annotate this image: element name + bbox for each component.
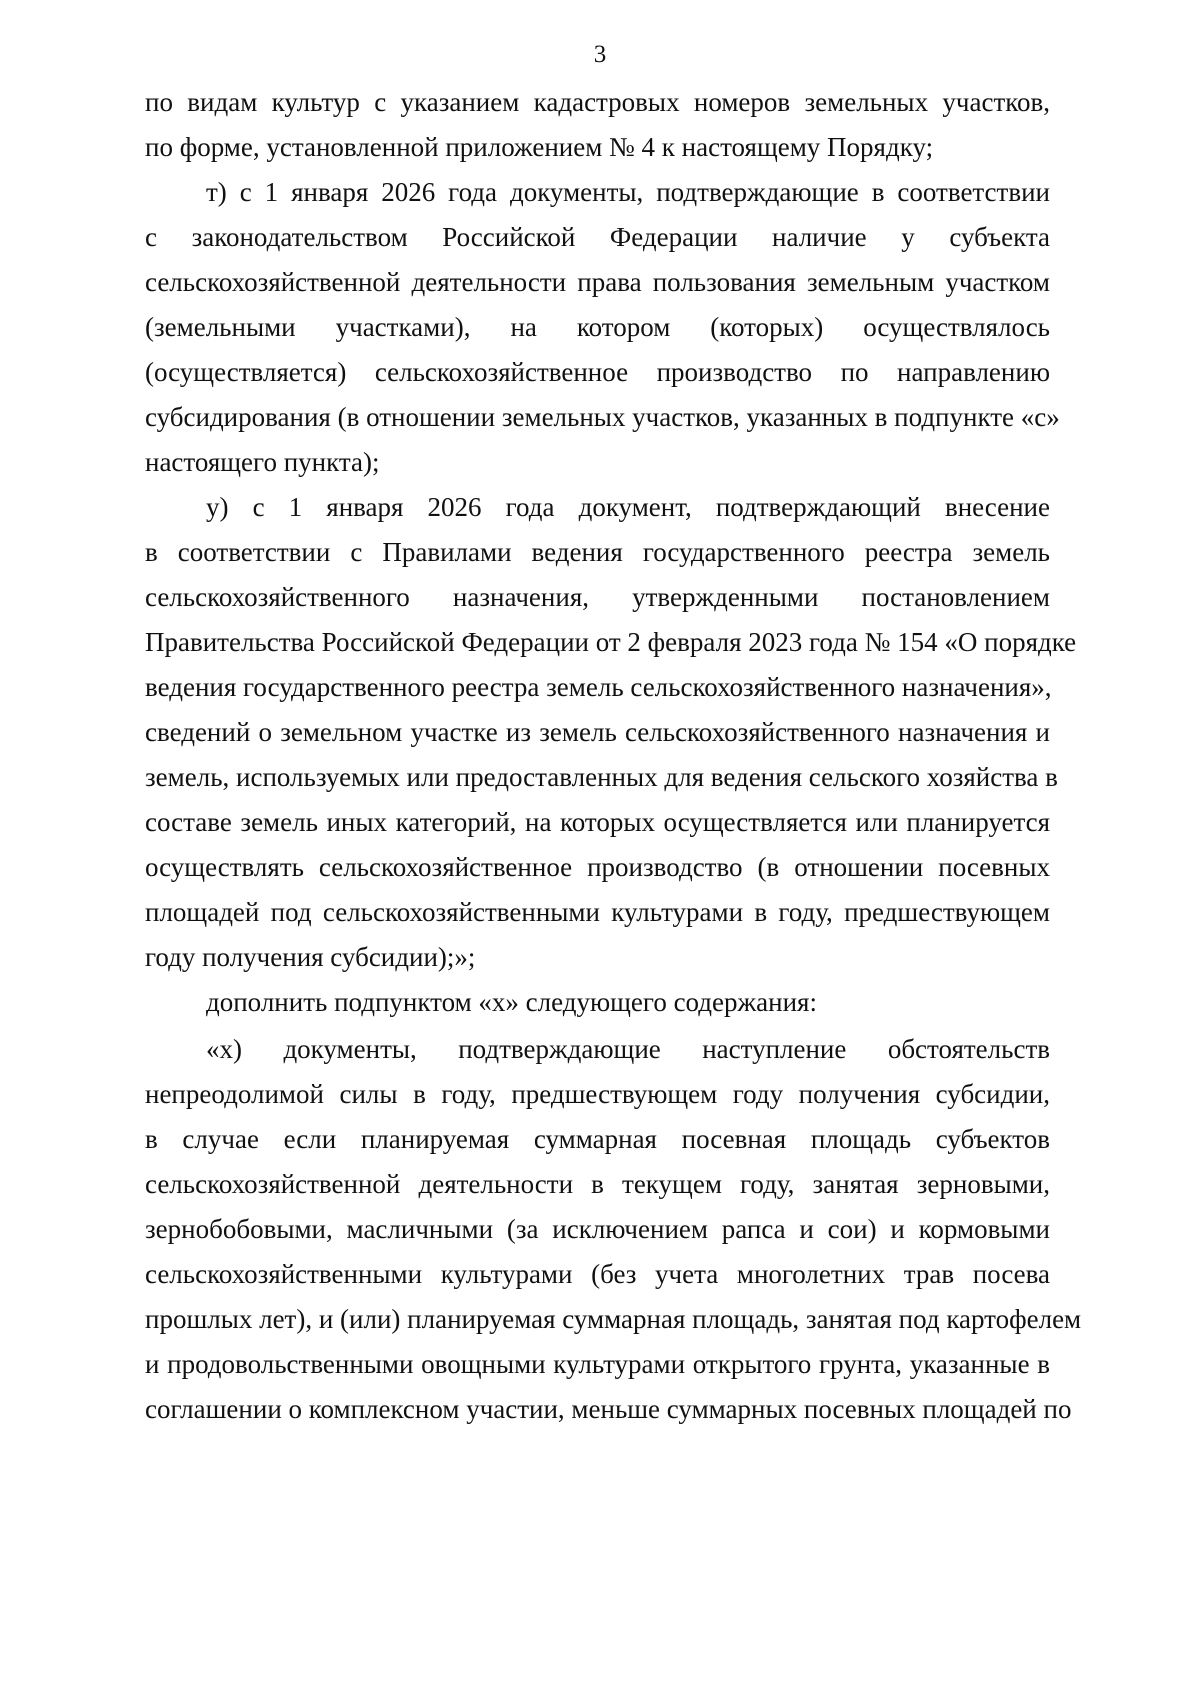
text-line: в случае если планируемая суммарная посевная площадь субъектов — [145, 1124, 1050, 1154]
text-line: зернобобовыми, масличными (за исключением рапса и сои) и кормовыми — [145, 1214, 1050, 1244]
text-line: дополнить подпунктом «х» следующего содержания: — [206, 987, 817, 1017]
text-line: сельскохозяйственной деятельности в текущем году, занятая зерновыми, — [145, 1169, 1050, 1199]
text-line: с законодательством Российской Федерации наличие у субъекта — [145, 222, 1050, 252]
text-line: (земельными участками), на котором (которых) осуществлялось — [145, 312, 1050, 342]
text-line: составе земель иных категорий, на которых осуществляется или планируется — [145, 807, 1050, 837]
text-line: и продовольственными овощными культурами открытого грунта, указанные в — [145, 1349, 1050, 1379]
text-line: у) с 1 января 2026 года документ, подтверждающий внесение — [206, 492, 1050, 522]
text-line: сельскохозяйственного назначения, утвержденными постановлением — [145, 582, 1050, 612]
text-line: настоящего пункта); — [145, 447, 380, 477]
text-line: площадей под сельскохозяйственными культурами в году, предшествующем — [145, 897, 1050, 927]
text-line: сельскохозяйственной деятельности права пользования земельным участком — [145, 267, 1050, 297]
text-line: земель, используемых или предоставленных для ведения сельского хозяйства в — [145, 762, 1058, 792]
page-number: 3 — [593, 41, 607, 68]
text-line: по видам культур с указанием кадастровых номеров земельных участков, — [145, 87, 1050, 117]
text-line: осуществлять сельскохозяйственное производство (в отношении посевных — [145, 852, 1050, 882]
text-line: непреодолимой силы в году, предшествующем году получения субсидии, — [145, 1079, 1050, 1109]
text-line: в соответствии с Правилами ведения государственного реестра земель — [145, 537, 1050, 567]
text-line: соглашении о комплексном участии, меньше суммарных посевных площадей по — [145, 1394, 1072, 1424]
text-line: году получения субсидии);»; — [145, 942, 476, 972]
text-line: сельскохозяйственными культурами (без учета многолетних трав посева — [145, 1259, 1050, 1289]
text-line: т) с 1 января 2026 года документы, подтверждающие в соответствии — [206, 177, 1050, 207]
text-line: (осуществляется) сельскохозяйственное производство по направлению — [145, 357, 1050, 387]
text-line: ведения государственного реестра земель сельскохозяйственного назначения», — [145, 672, 1052, 702]
text-line: по форме, установленной приложением № 4 к настоящему Порядку; — [145, 132, 934, 162]
text-line: сведений о земельном участке из земель сельскохозяйственного назначения и — [145, 717, 1050, 747]
text-line: субсидирования (в отношении земельных участков, указанных в подпункте «с» — [145, 402, 1060, 432]
text-line: Правительства Российской Федерации от 2 февраля 2023 года № 154 «О порядке — [145, 627, 1077, 657]
text-line: прошлых лет), и (или) планируемая суммарная площадь, занятая под картофелем — [145, 1304, 1082, 1334]
text-line: «х) документы, подтверждающие наступление обстоятельств — [206, 1034, 1050, 1064]
